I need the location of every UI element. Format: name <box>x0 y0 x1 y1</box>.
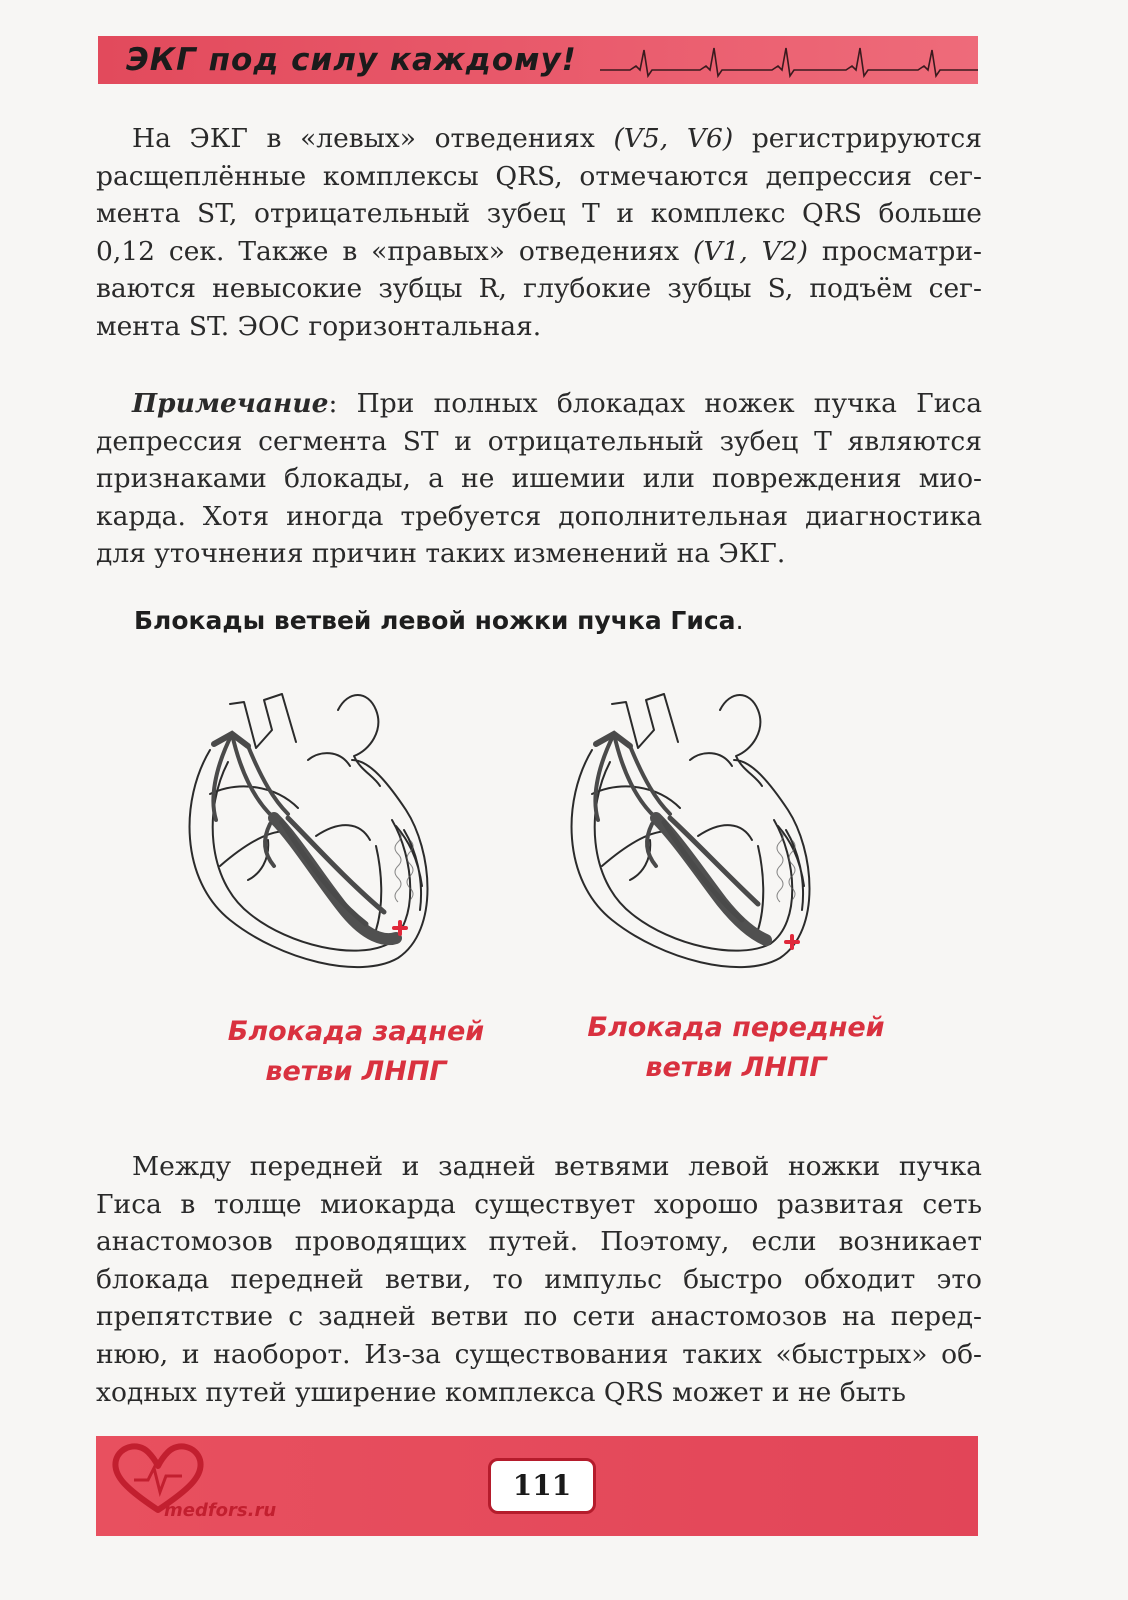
text-run: регистрируются расщеплённые комплексы QRS, отмечаются депрессия сегмента ST, отрицательный зубец T и комплекс QRS больше 0,12 сек. Также в «правых» отведениях <box>96 123 982 267</box>
note-text: : При полных блокадах ножек пучка Гиса депрессия сегмента ST и отрицательный зубец T являются признаками блокады, а не ишемии или повреждения миокарда. Хотя иногда требуется дополнительная диагностика для уточнения причин таких изменений на ЭКГ. <box>96 388 982 570</box>
heart-anterior-block-illustration <box>552 690 872 990</box>
paragraph-anastomoses: Между передней и задней ветвями левой ножки пучка Гиса в толще миокарда существует хорошо развитая сеть анастомозов проводящих путей. Поэтому, если возникает блокада передней ветви, то импульс быстро обходит это препятствие с задней ветви по сети анастомозов на переднюю, и наоборот. Из-за существования таких «быстрых» обходных путей уширение комплекса QRS может и не быть <box>96 1151 982 1408</box>
note-label: Примечание <box>132 388 329 419</box>
caption-posterior-block <box>196 1012 516 1092</box>
ecg-line-icon <box>600 36 978 84</box>
site-name: medfors.ru <box>164 1500 277 1521</box>
lead-names-italic: (V1, V2) <box>692 235 808 267</box>
section-heading-dot: . <box>735 606 744 635</box>
running-header-title: ЭКГ под силу каждому! <box>126 42 577 78</box>
paragraph-note <box>96 385 982 573</box>
heart-posterior-block-illustration <box>170 690 490 990</box>
caption-line: Блокада передней <box>587 1012 885 1043</box>
caption-anterior-block <box>566 1008 906 1088</box>
page-number: 111 <box>488 1458 596 1514</box>
caption-line: ветви ЛНПГ <box>265 1056 447 1087</box>
text-run: На ЭКГ в «левых» отведениях <box>132 123 614 154</box>
lead-names-italic: (V5, V6) <box>613 123 734 154</box>
caption-line: ветви ЛНПГ <box>645 1052 827 1083</box>
section-heading-text: Блокады ветвей левой ножки пучка Гиса <box>134 606 736 635</box>
caption-line: Блокада задней <box>227 1016 485 1047</box>
text-run: просматриваются невысокие зубцы R, глубокие зубцы S, подъём сегмента ST. ЭОС горизонтальная. <box>96 235 982 342</box>
paragraph-lead-changes <box>96 120 982 346</box>
section-heading <box>134 603 744 639</box>
